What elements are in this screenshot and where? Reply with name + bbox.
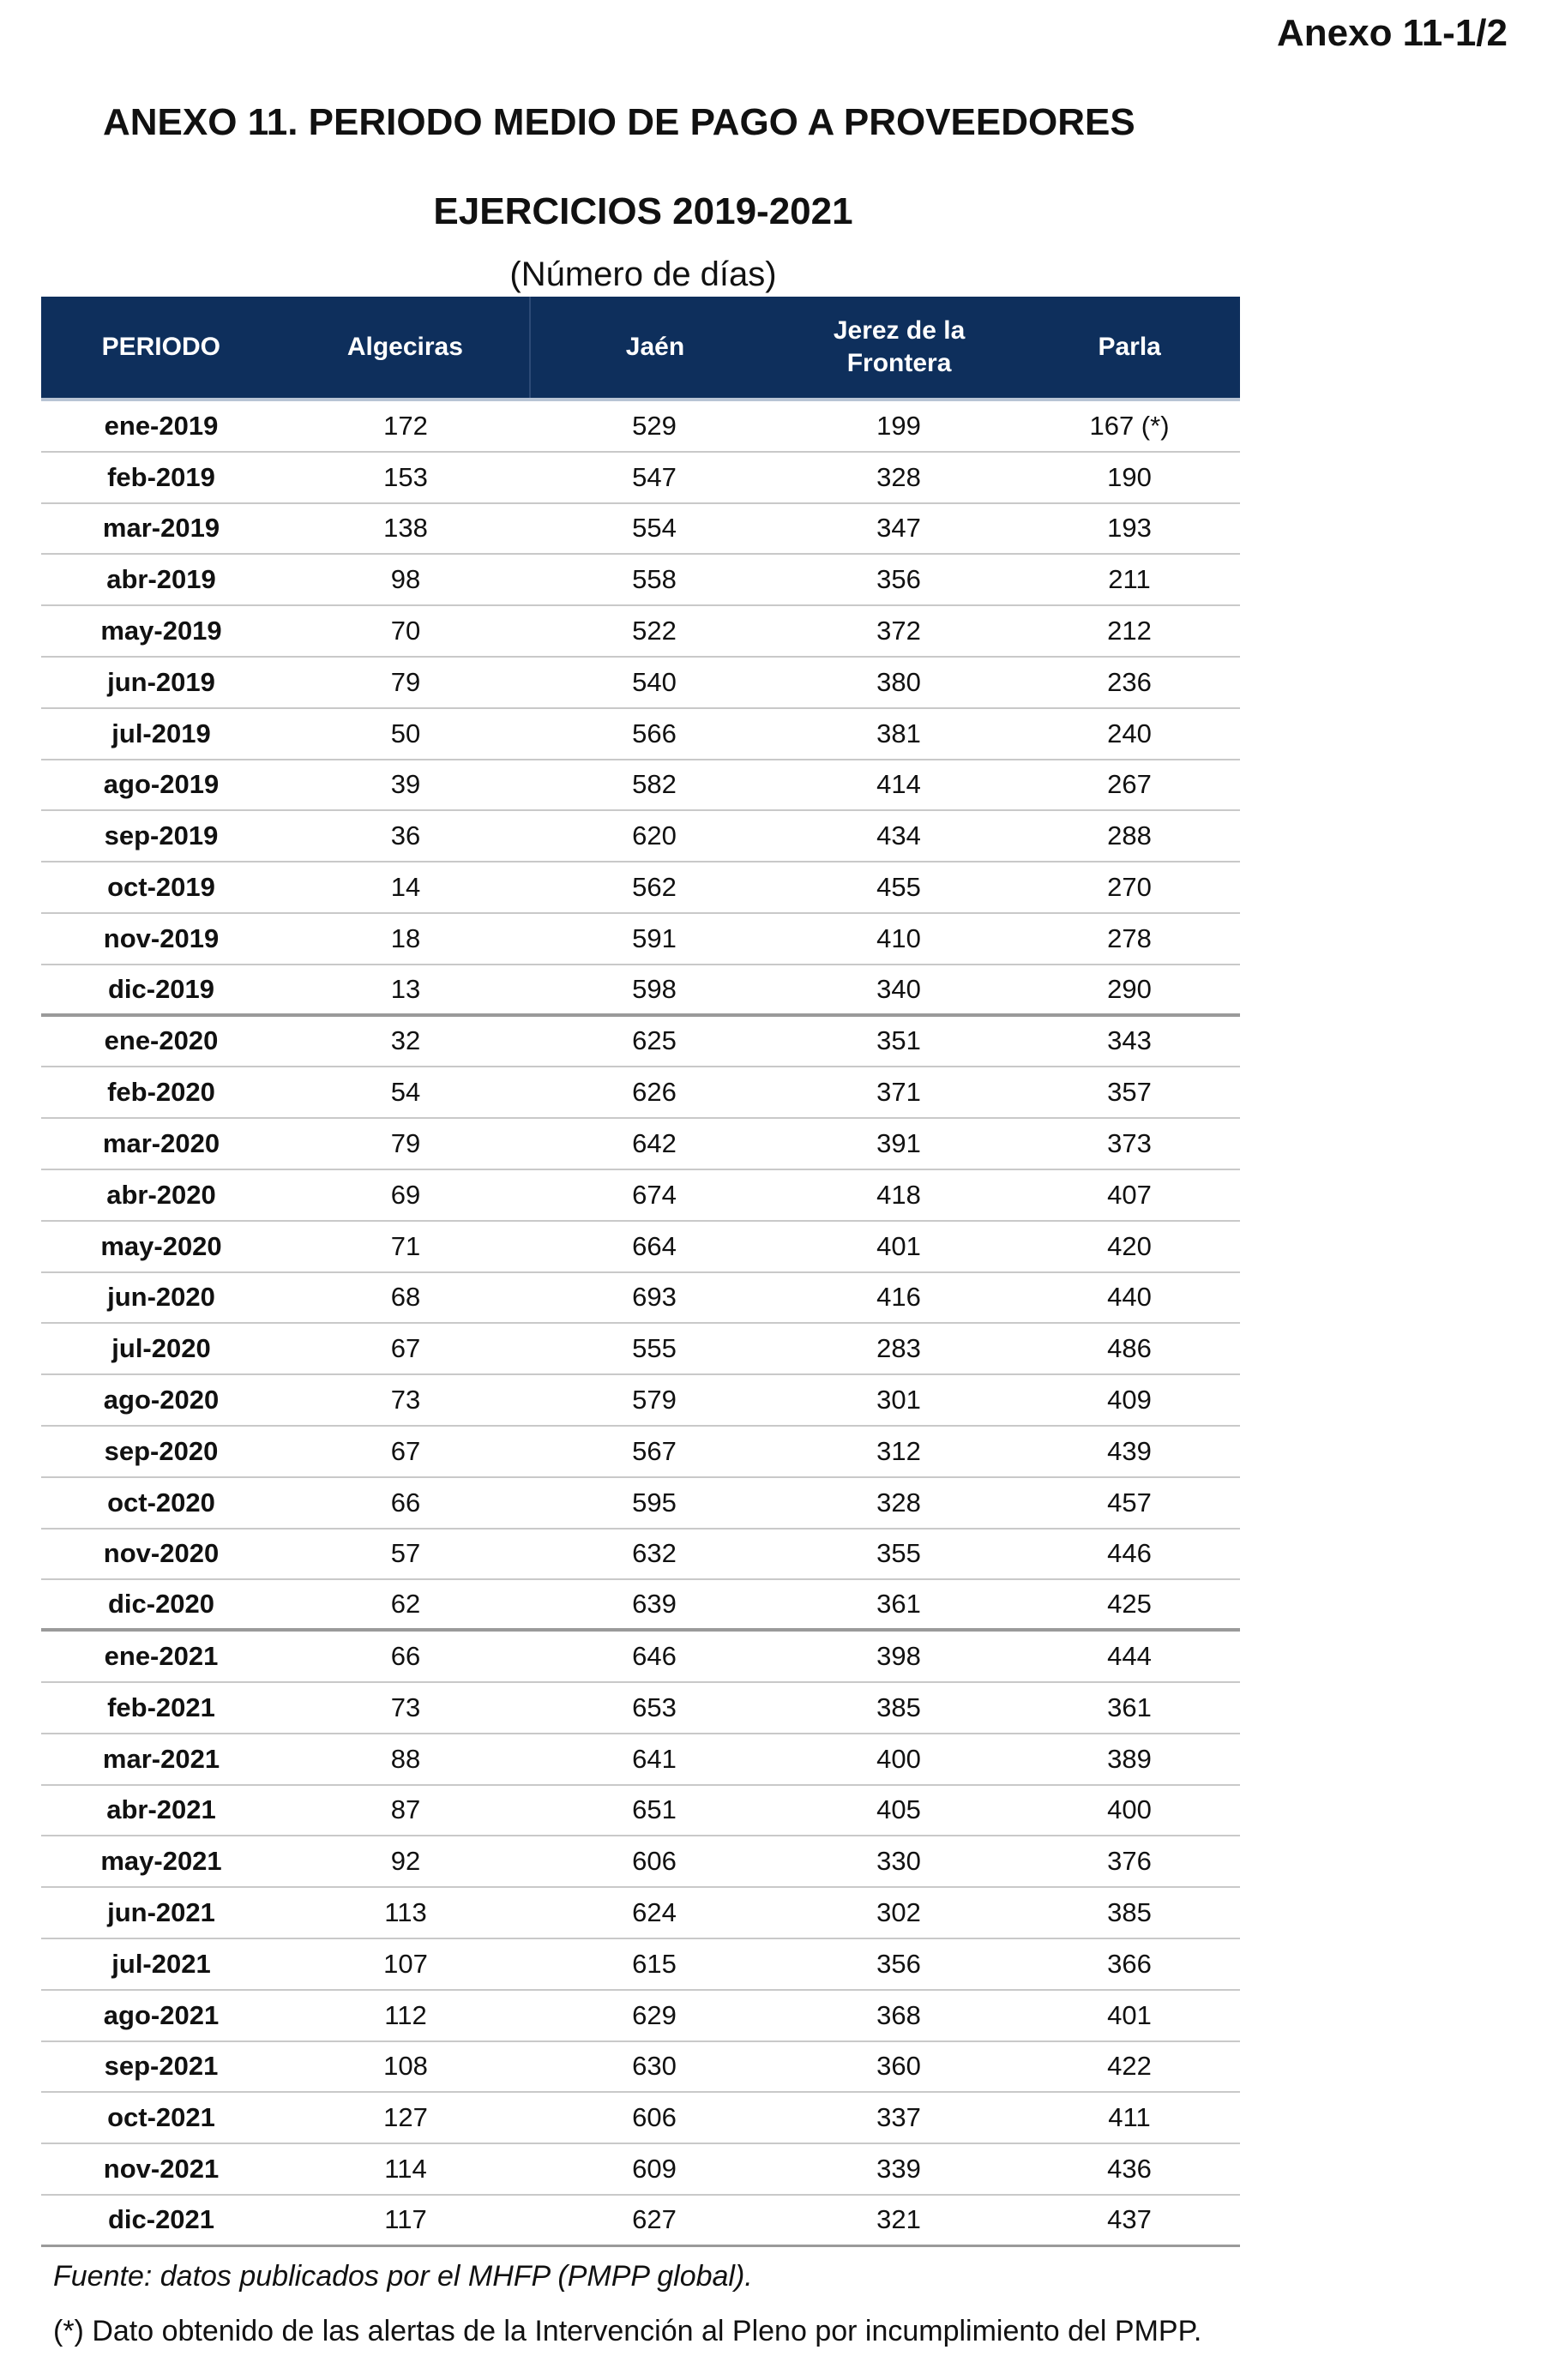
table-header — [41, 297, 1240, 401]
parla-cell: 411 — [1108, 2102, 1151, 2133]
parla-cell: 440 — [1107, 1282, 1152, 1313]
jaen-cell: 540 — [632, 666, 677, 697]
parla-cell: 361 — [1107, 1692, 1152, 1722]
table-row — [41, 965, 1240, 1017]
jerez-cell: 337 — [876, 2102, 921, 2133]
algeciras-cell: 92 — [390, 1846, 421, 1877]
header-parla: Parla — [1098, 333, 1161, 361]
table-row — [41, 1273, 1240, 1325]
parla-cell: 193 — [1107, 513, 1152, 544]
table-row — [41, 760, 1240, 812]
jerez-cell: 330 — [876, 1846, 921, 1877]
table-row — [41, 1580, 1240, 1632]
algeciras-cell: 107 — [383, 1948, 428, 1979]
period-cell: ene-2019 — [104, 410, 219, 441]
parla-cell: 422 — [1107, 2051, 1152, 2082]
table-body — [41, 401, 1240, 2247]
table-row — [41, 709, 1240, 760]
jerez-cell: 328 — [876, 461, 921, 492]
table-row — [41, 862, 1240, 914]
period-cell: ene-2021 — [104, 1641, 219, 1672]
period-cell: nov-2020 — [103, 1538, 220, 1569]
jaen-cell: 567 — [632, 1435, 677, 1466]
parla-cell: 343 — [1107, 1025, 1152, 1056]
parla-cell: 389 — [1107, 1743, 1152, 1774]
jaen-cell: 579 — [632, 1385, 677, 1415]
parla-cell: 420 — [1107, 1230, 1152, 1261]
table-row — [41, 453, 1240, 504]
jerez-cell: 410 — [876, 923, 921, 953]
parla-cell: 167 (*) — [1089, 410, 1170, 441]
algeciras-cell: 62 — [390, 1589, 421, 1620]
algeciras-cell: 73 — [390, 1692, 421, 1722]
jaen-cell: 620 — [632, 820, 677, 851]
parla-cell: 278 — [1107, 923, 1152, 953]
jaen-cell: 606 — [632, 2102, 677, 2133]
period-cell: mar-2019 — [102, 513, 220, 544]
jaen-cell: 642 — [632, 1128, 677, 1159]
period-cell: jun-2020 — [107, 1282, 215, 1313]
jerez-cell: 360 — [876, 2051, 921, 2082]
table-row — [41, 2144, 1240, 2196]
algeciras-cell: 73 — [390, 1385, 421, 1415]
jaen-cell: 651 — [632, 1794, 677, 1825]
period-cell: abr-2019 — [106, 564, 216, 595]
period-cell: ago-2019 — [103, 769, 220, 800]
jerez-cell: 398 — [876, 1641, 921, 1672]
algeciras-cell: 39 — [390, 769, 421, 800]
jerez-cell: 321 — [876, 2204, 921, 2235]
jerez-cell: 355 — [876, 1538, 921, 1569]
jerez-cell: 328 — [876, 1487, 921, 1518]
jaen-cell: 632 — [632, 1538, 677, 1569]
table-row — [41, 1170, 1240, 1222]
table-row — [41, 1067, 1240, 1119]
parla-cell: 357 — [1107, 1077, 1152, 1108]
parla-cell: 425 — [1107, 1589, 1152, 1620]
parla-cell: 211 — [1108, 564, 1151, 595]
jaen-cell: 626 — [632, 1077, 677, 1108]
table-row — [41, 1222, 1240, 1273]
jerez-cell: 455 — [876, 872, 921, 903]
jerez-cell: 301 — [876, 1385, 921, 1415]
jaen-cell: 598 — [632, 973, 677, 1004]
table-row — [41, 1734, 1240, 1786]
parla-cell: 190 — [1107, 461, 1152, 492]
table-row — [41, 1478, 1240, 1530]
parla-cell: 373 — [1107, 1128, 1152, 1159]
period-cell: sep-2021 — [104, 2051, 219, 2082]
parla-cell: 290 — [1107, 973, 1152, 1004]
period-cell: jul-2020 — [111, 1333, 211, 1364]
jaen-cell: 693 — [632, 1282, 677, 1313]
table-row — [41, 811, 1240, 862]
parla-cell: 446 — [1107, 1538, 1152, 1569]
jaen-cell: 522 — [632, 616, 677, 646]
period-cell: may-2020 — [100, 1230, 222, 1261]
table-row — [41, 1119, 1240, 1170]
header-jerez — [780, 297, 1020, 398]
jerez-cell: 340 — [876, 973, 921, 1004]
jerez-cell: 400 — [876, 1743, 921, 1774]
units-label: (Número de días) — [509, 255, 777, 293]
algeciras-cell: 87 — [390, 1794, 421, 1825]
algeciras-cell: 66 — [390, 1487, 421, 1518]
jaen-cell: 627 — [632, 2204, 677, 2235]
period-cell: feb-2021 — [107, 1692, 215, 1722]
table-row — [41, 1427, 1240, 1478]
period-cell: dic-2019 — [107, 973, 215, 1004]
jaen-cell: 591 — [632, 923, 677, 953]
algeciras-cell: 69 — [390, 1179, 421, 1210]
jerez-cell: 391 — [876, 1128, 921, 1159]
jaen-cell: 624 — [632, 1897, 677, 1927]
jaen-cell: 595 — [632, 1487, 677, 1518]
jerez-cell: 339 — [876, 2153, 921, 2184]
algeciras-cell: 172 — [383, 410, 428, 441]
jaen-cell: 555 — [632, 1333, 677, 1364]
jaen-cell: 664 — [632, 1230, 677, 1261]
algeciras-cell: 18 — [390, 923, 421, 953]
footnote: (*) Dato obtenido de las alertas de la Intervención al Pleno por incumplimiento del PMPP. — [53, 2315, 1202, 2347]
algeciras-cell: 88 — [390, 1743, 421, 1774]
period-cell: oct-2019 — [107, 872, 215, 903]
parla-cell: 457 — [1107, 1487, 1152, 1518]
table-row — [41, 1530, 1240, 1581]
jerez-cell: 361 — [876, 1589, 921, 1620]
jerez-cell: 199 — [876, 410, 921, 441]
jerez-cell: 368 — [876, 1999, 921, 2030]
page-title: ANEXO 11. PERIODO MEDIO DE PAGO A PROVEEDORES — [103, 101, 1135, 143]
parla-cell: 376 — [1107, 1846, 1152, 1877]
algeciras-cell: 14 — [390, 872, 421, 903]
jerez-cell: 385 — [876, 1692, 921, 1722]
parla-cell: 437 — [1107, 2204, 1152, 2235]
parla-cell: 486 — [1107, 1333, 1152, 1364]
period-cell: may-2021 — [100, 1846, 222, 1877]
algeciras-cell: 66 — [390, 1641, 421, 1672]
table-row — [41, 914, 1240, 965]
period-cell: ago-2021 — [103, 1999, 220, 2030]
jerez-cell: 416 — [876, 1282, 921, 1313]
period-cell: nov-2021 — [103, 2153, 220, 2184]
jerez-cell: 371 — [876, 1077, 921, 1108]
table-row — [41, 606, 1240, 658]
period-cell: dic-2021 — [107, 2204, 215, 2235]
table-row — [41, 2196, 1240, 2247]
period-cell: mar-2021 — [102, 1743, 220, 1774]
payment-period-table — [41, 297, 1240, 2247]
header-jaen: Jaén — [529, 297, 780, 398]
parla-cell: 270 — [1107, 872, 1152, 903]
algeciras-cell: 138 — [383, 513, 428, 544]
table-row — [41, 555, 1240, 606]
parla-cell: 212 — [1107, 616, 1152, 646]
jerez-cell: 347 — [876, 513, 921, 544]
jaen-cell: 554 — [632, 513, 677, 544]
period-cell: abr-2021 — [106, 1794, 216, 1825]
jaen-cell: 674 — [632, 1179, 677, 1210]
algeciras-cell: 50 — [390, 718, 421, 748]
jerez-cell: 356 — [876, 564, 921, 595]
table-row — [41, 658, 1240, 709]
algeciras-cell: 13 — [390, 973, 421, 1004]
jaen-cell: 529 — [632, 410, 677, 441]
jerez-cell: 351 — [876, 1025, 921, 1056]
algeciras-cell: 32 — [390, 1025, 421, 1056]
jerez-cell: 372 — [876, 616, 921, 646]
table-row — [41, 401, 1240, 453]
parla-cell: 236 — [1107, 666, 1152, 697]
jaen-cell: 653 — [632, 1692, 677, 1722]
jerez-cell: 380 — [876, 666, 921, 697]
parla-cell: 436 — [1107, 2153, 1152, 2184]
parla-cell: 385 — [1107, 1897, 1152, 1927]
jaen-cell: 606 — [632, 1846, 677, 1877]
jaen-cell: 609 — [632, 2153, 677, 2184]
period-cell: feb-2020 — [107, 1077, 215, 1108]
jaen-cell: 615 — [632, 1948, 677, 1979]
parla-cell: 267 — [1107, 769, 1152, 800]
period-cell: sep-2020 — [104, 1435, 219, 1466]
parla-cell: 444 — [1107, 1641, 1152, 1672]
period-cell: ene-2020 — [104, 1025, 219, 1056]
table-row — [41, 1632, 1240, 1683]
jerez-cell: 356 — [876, 1948, 921, 1979]
algeciras-cell: 79 — [390, 666, 421, 697]
table-row — [41, 1939, 1240, 1991]
jaen-cell: 646 — [632, 1641, 677, 1672]
algeciras-cell: 127 — [383, 2102, 428, 2133]
algeciras-cell: 68 — [390, 1282, 421, 1313]
period-cell: nov-2019 — [103, 923, 220, 953]
period-cell: jun-2019 — [107, 666, 215, 697]
algeciras-cell: 57 — [390, 1538, 421, 1569]
jaen-cell: 639 — [632, 1589, 677, 1620]
jaen-cell: 547 — [632, 461, 677, 492]
table-row — [41, 1836, 1240, 1888]
table-row — [41, 2042, 1240, 2094]
period-cell: jul-2021 — [111, 1948, 211, 1979]
jerez-cell: 302 — [876, 1897, 921, 1927]
period-cell: ago-2020 — [103, 1385, 220, 1415]
header-jerez-label: Jerez de la Frontera — [833, 316, 966, 377]
jaen-cell: 566 — [632, 718, 677, 748]
jaen-cell: 641 — [632, 1743, 677, 1774]
period-cell: oct-2020 — [107, 1487, 215, 1518]
algeciras-cell: 71 — [390, 1230, 421, 1261]
algeciras-cell: 79 — [390, 1128, 421, 1159]
algeciras-cell: 113 — [384, 1897, 427, 1927]
algeciras-cell: 67 — [390, 1333, 421, 1364]
algeciras-cell: 108 — [383, 2051, 428, 2082]
parla-cell: 401 — [1107, 1999, 1152, 2030]
jaen-cell: 582 — [632, 769, 677, 800]
algeciras-cell: 112 — [384, 1999, 427, 2030]
jerez-cell: 418 — [876, 1179, 921, 1210]
jerez-cell: 414 — [876, 769, 921, 800]
parla-cell: 439 — [1107, 1435, 1152, 1466]
table-row — [41, 2093, 1240, 2144]
header-algeciras: Algeciras — [346, 333, 463, 361]
period-cell: jun-2021 — [107, 1897, 215, 1927]
parla-cell: 240 — [1107, 718, 1152, 748]
table-row — [41, 1888, 1240, 1939]
parla-cell: 409 — [1107, 1385, 1152, 1415]
algeciras-cell: 54 — [390, 1077, 421, 1108]
algeciras-cell: 70 — [390, 616, 421, 646]
jerez-cell: 283 — [876, 1333, 921, 1364]
algeciras-cell: 153 — [383, 461, 428, 492]
jaen-cell: 625 — [632, 1025, 677, 1056]
jerez-cell: 434 — [876, 820, 921, 851]
period-cell: may-2019 — [100, 616, 222, 646]
table-row — [41, 1683, 1240, 1734]
page-subtitle: EJERCICIOS 2019-2021 — [433, 190, 853, 232]
table-row — [41, 1991, 1240, 2042]
table-row — [41, 1375, 1240, 1427]
header-periodo: PERIODO — [101, 333, 220, 361]
jerez-cell: 312 — [876, 1435, 921, 1466]
annex-label: Anexo 11-1/2 — [1276, 12, 1508, 54]
period-cell: abr-2020 — [106, 1179, 216, 1210]
algeciras-cell: 36 — [390, 820, 421, 851]
period-cell: jul-2019 — [111, 718, 211, 748]
table-row — [41, 1786, 1240, 1837]
jaen-cell: 562 — [632, 872, 677, 903]
source-note: Fuente: datos publicados por el MHFP (PMPP global). — [53, 2260, 753, 2293]
period-cell: dic-2020 — [107, 1589, 215, 1620]
jaen-cell: 630 — [632, 2051, 677, 2082]
period-cell: feb-2019 — [107, 461, 215, 492]
parla-cell: 407 — [1107, 1179, 1152, 1210]
parla-cell: 288 — [1107, 820, 1152, 851]
parla-cell: 366 — [1107, 1948, 1152, 1979]
algeciras-cell: 114 — [384, 2153, 427, 2184]
algeciras-cell: 117 — [384, 2204, 427, 2235]
jerez-cell: 381 — [876, 718, 921, 748]
algeciras-cell: 67 — [390, 1435, 421, 1466]
table-row — [41, 1324, 1240, 1375]
algeciras-cell: 98 — [390, 564, 421, 595]
table-row — [41, 504, 1240, 556]
table-row — [41, 1017, 1240, 1068]
period-cell: mar-2020 — [102, 1128, 220, 1159]
jaen-cell: 629 — [632, 1999, 677, 2030]
jerez-cell: 401 — [876, 1230, 921, 1261]
jaen-cell: 558 — [632, 564, 677, 595]
period-cell: sep-2019 — [104, 820, 219, 851]
jerez-cell: 405 — [876, 1794, 921, 1825]
period-cell: oct-2021 — [107, 2102, 215, 2133]
parla-cell: 400 — [1107, 1794, 1152, 1825]
